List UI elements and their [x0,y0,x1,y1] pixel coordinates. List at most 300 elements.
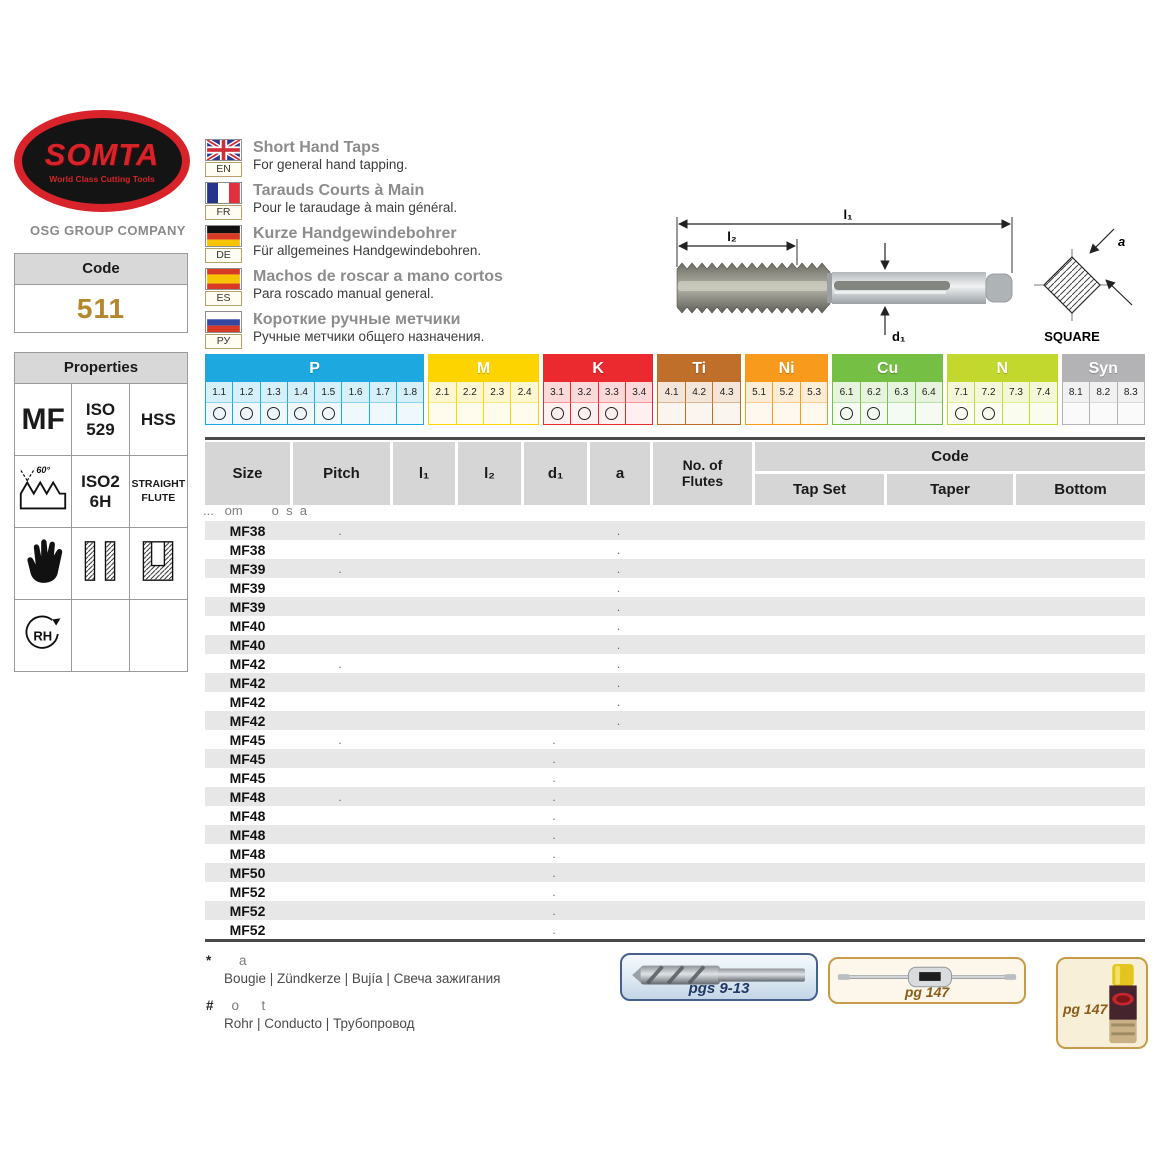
data-cell: . [616,523,621,538]
footnotes [206,953,500,1043]
data-cell [290,540,390,559]
property-cell-12 [130,600,187,671]
language-row-ru [205,311,675,349]
data-cell: . [552,846,556,861]
data-cell [390,673,455,692]
data-cell [650,521,752,540]
data-cell [390,540,455,559]
suitability-circle [213,407,226,420]
footnote-marker-line [206,998,500,1013]
data-cell [587,825,650,844]
data-cell [290,844,390,863]
data-cell [290,578,390,597]
table-row [205,863,1145,882]
data-cell [390,768,455,787]
data-cell [650,730,752,749]
material-grade-row [658,382,739,403]
data-cell [650,692,752,711]
material-grade-cell: 3.1 [544,382,571,403]
material-grade-cell: 7.2 [975,382,1002,403]
data-cell [1013,787,1145,806]
data-cell [650,920,752,939]
footnote-faded-text: a [224,953,247,968]
data-cell [752,559,884,578]
data-cell [884,844,1013,863]
data-cell [587,920,650,939]
data-cell: . [552,789,556,804]
language-code: ES [205,291,242,306]
data-cell [650,806,752,825]
col-l1: l₁ [393,442,455,505]
table-row [205,521,1145,540]
data-cell [650,635,752,654]
properties-title: Properties [15,353,187,384]
data-cell [587,806,650,825]
hand-icon [23,537,63,590]
data-cell: . [338,561,342,576]
material-section-cu [832,354,943,425]
material-grade-cell: 7.4 [1030,382,1056,403]
product-subtitle: For general hand tapping. [253,157,408,173]
data-cell [455,654,521,673]
table-row [205,768,1145,787]
col-pitch: Pitch [293,442,390,505]
data-cell [650,578,752,597]
language-text [253,182,457,220]
data-cell [390,635,455,654]
language-row-fr [205,182,675,220]
table-row [205,540,1145,559]
data-cell [752,730,884,749]
de-flag-icon [205,225,242,247]
material-grade-cell: 1.3 [261,382,288,403]
property-cell-9 [130,528,187,600]
flag-column [205,182,242,220]
data-cell [390,882,455,901]
material-mark-cell [746,403,773,424]
data-cell [390,692,455,711]
footnote-faded-text: o t [224,998,266,1013]
data-cell [752,920,884,939]
material-mark-cell [1030,403,1056,424]
data-cell [455,882,521,901]
data-cell [290,616,390,635]
data-cell [587,844,650,863]
footnote-marker: * [206,953,212,968]
extension-lines [677,217,1012,273]
data-cell [884,749,1013,768]
material-grade-cell: 6.3 [888,382,915,403]
material-mark-cell [599,403,626,424]
data-cell [752,901,884,920]
data-cell [455,692,521,711]
size-cell: MF39 [229,579,266,596]
data-cell [1013,559,1145,578]
material-grade-cell: 4.1 [658,382,685,403]
flag-column [205,225,242,263]
data-cell [752,597,884,616]
data-cell [390,654,455,673]
logo-ellipse [14,110,190,212]
data-cell [455,635,521,654]
material-section-p [205,354,424,425]
data-cell: . [616,713,621,728]
suitability-circle [982,407,995,420]
data-cell [884,616,1013,635]
square-label: SQUARE [1044,329,1100,344]
size-cell: MF48 [229,845,266,862]
data-cell [390,578,455,597]
data-cell [1013,806,1145,825]
table-row [205,749,1145,768]
size-cell: MF38 [229,522,266,539]
data-cell [455,521,521,540]
properties-grid [15,384,187,671]
data-cell [390,901,455,920]
data-cell [650,540,752,559]
data-cell [521,616,587,635]
material-mark-cell [773,403,800,424]
material-grade-row [948,382,1057,403]
data-cell [521,540,587,559]
data-cell [390,806,455,825]
data-cell [1013,654,1145,673]
table-row [205,635,1145,654]
data-cell [1013,768,1145,787]
data-cell: . [616,675,621,690]
data-cell [884,825,1013,844]
data-cell [884,863,1013,882]
material-mark-cell [888,403,915,424]
drill-callout-box [620,953,818,1001]
size-cell: MF48 [229,807,266,824]
material-mark-cell [370,403,397,424]
data-cell [752,673,884,692]
property-text: MF [21,402,65,436]
data-cell [884,768,1013,787]
table-row [205,597,1145,616]
data-cell [650,749,752,768]
material-mark-cell [484,403,511,424]
data-cell [752,768,884,787]
col-d1: d₁ [524,442,587,505]
col-code-group: Code [755,442,1145,471]
data-cell [650,901,752,920]
data-cell [290,806,390,825]
data-cell [290,711,390,730]
material-grade-cell: 6.1 [833,382,860,403]
property-text: ISO2 6H [81,471,120,511]
material-mark-cell [948,403,975,424]
data-cell [587,730,650,749]
data-cell [752,863,884,882]
material-mark-row [833,403,942,424]
data-cell [290,635,390,654]
data-cell [650,616,752,635]
material-grade-row [833,382,942,403]
data-cell [290,749,390,768]
material-grade-cell: 2.4 [511,382,537,403]
material-grade-row [746,382,827,403]
data-cell [884,692,1013,711]
data-cell [390,844,455,863]
table-row [205,806,1145,825]
es-flag-icon [205,268,242,290]
material-grade-cell: 1.1 [206,382,233,403]
ru-flag-icon [205,311,242,333]
property-cell-4 [15,456,72,528]
product-subtitle: Para roscado manual general. [253,286,434,302]
material-mark-row [746,403,827,424]
spec-table-header [205,437,1145,505]
material-mark-cell [544,403,571,424]
data-cell [752,540,884,559]
data-cell [752,578,884,597]
material-grade-cell: 8.3 [1118,382,1144,403]
footnote-translations: Rohr | Conducto | Трубопровод [224,1016,415,1031]
material-mark-row [948,403,1057,424]
material-mark-cell [658,403,685,424]
material-group-label: M [429,355,538,382]
data-cell [390,730,455,749]
table-row [205,654,1145,673]
size-cell: MF42 [229,712,266,729]
size-cell: MF45 [229,750,266,767]
blind-hole-icon [137,538,179,589]
data-cell [650,673,752,692]
material-section-k [543,354,654,425]
size-cell: MF48 [229,788,266,805]
material-grade-cell: 8.2 [1090,382,1117,403]
code-box [14,253,188,333]
company-text: OSG GROUP COMPANY [30,223,186,238]
data-cell [884,673,1013,692]
data-cell [1013,901,1145,920]
material-mark-cell [429,403,456,424]
material-section-syn [1062,354,1145,425]
data-cell [884,654,1013,673]
material-section-ni [745,354,828,425]
data-cell [390,597,455,616]
table-row [205,844,1145,863]
spray-page-ref: pg 147 [1063,1001,1108,1017]
data-cell [455,768,521,787]
material-mark-row [429,403,538,424]
data-cell [650,863,752,882]
property-cell-7 [15,528,72,600]
material-mark-cell [233,403,260,424]
data-cell [521,578,587,597]
data-cell: . [616,656,621,671]
tap-flute-groove [834,281,950,290]
data-cell [752,749,884,768]
col-taper: Taper [887,474,1013,505]
brand-tagline: World Class Cutting Tools [49,173,155,184]
material-group-label: Cu [833,355,942,382]
data-cell [390,559,455,578]
col-a: a [590,442,650,505]
table-row [205,920,1145,939]
material-grade-cell: 1.5 [315,382,342,403]
material-grade-cell: 7.3 [1003,382,1030,403]
data-cell [1013,844,1145,863]
data-cell [884,787,1013,806]
data-cell [1013,863,1145,882]
material-grade-cell: 7.1 [948,382,975,403]
size-cell: MF38 [229,541,266,558]
data-cell [390,920,455,939]
material-grade-cell: 4.3 [713,382,739,403]
product-title: Short Hand Taps [253,139,380,156]
material-section-n [947,354,1058,425]
material-group-label: N [948,355,1057,382]
data-cell: . [616,694,621,709]
suitability-circle [578,407,591,420]
data-cell [521,692,587,711]
material-mark-row [544,403,653,424]
product-subtitle: Ручные метчики общего назначения. [253,329,485,345]
language-text [253,139,408,177]
data-cell [521,635,587,654]
table-row [205,901,1145,920]
property-text: HSS [140,409,176,429]
data-cell [390,749,455,768]
data-cell [390,825,455,844]
data-cell [650,882,752,901]
material-mark-cell [457,403,484,424]
data-cell [752,825,884,844]
data-cell [290,597,390,616]
material-grade-cell: 5.3 [801,382,827,403]
material-group-label: P [206,355,423,382]
footnote-translations: Bougie | Zündkerze | Bujía | Свеча зажигания [224,971,501,986]
data-cell [455,559,521,578]
table-row [205,673,1145,692]
size-cell: MF45 [229,769,266,786]
tap-diagram [652,193,1152,348]
data-cell [455,540,521,559]
material-group-label: K [544,355,653,382]
data-cell [650,654,752,673]
flag-column [205,268,242,306]
data-cell [752,711,884,730]
data-cell [884,540,1013,559]
data-cell [650,825,752,844]
data-cell [884,559,1013,578]
data-cell [1013,730,1145,749]
data-cell [521,673,587,692]
data-cell [290,692,390,711]
table-row [205,787,1145,806]
data-cell [390,711,455,730]
property-cell-8 [72,528,129,600]
data-cell [752,635,884,654]
data-cell: . [552,922,556,937]
property-cell-11 [72,600,129,671]
data-cell [521,654,587,673]
col-bottom: Bottom [1016,474,1145,505]
language-code: РУ [205,334,242,349]
table-row [205,730,1145,749]
data-cell [1013,692,1145,711]
footnote-marker: # [206,998,214,1013]
material-mark-cell [1003,403,1030,424]
data-cell [587,901,650,920]
data-cell [455,578,521,597]
product-title: Короткие ручные метчики [253,311,461,328]
material-grade-row [206,382,423,403]
data-cell: . [338,523,342,538]
material-mark-cell [861,403,888,424]
product-subtitle: Für allgemeines Handgewindebohren. [253,243,482,259]
data-cell [1013,882,1145,901]
thread-highlight [678,281,828,291]
material-mark-cell [801,403,827,424]
material-mark-cell [1118,403,1144,424]
material-grade-cell: 3.4 [626,382,652,403]
tap-square-end [986,274,1012,302]
material-mark-row [1063,403,1144,424]
property-cell-10 [15,600,72,671]
data-cell: . [616,580,621,595]
material-mark-cell [833,403,860,424]
data-cell [650,787,752,806]
data-cell: . [552,770,556,785]
material-grade-row [1063,382,1144,403]
suitability-circle [955,407,968,420]
language-text [253,225,481,263]
data-cell [290,901,390,920]
code-box-title: Code [15,254,187,285]
data-cell: . [616,637,621,652]
data-cell [752,654,884,673]
property-cell-1 [15,384,72,456]
data-cell [455,711,521,730]
material-grade-cell: 5.1 [746,382,773,403]
data-cell [290,920,390,939]
table-note: ... om o s a [203,503,308,518]
data-cell [455,844,521,863]
size-cell: MF45 [229,731,266,748]
property-cell-3 [130,384,187,456]
material-mark-cell [1063,403,1090,424]
data-cell [1013,597,1145,616]
cutting-fluid-callout-box [1056,957,1148,1049]
data-cell [455,730,521,749]
material-group-label: Syn [1063,355,1144,382]
data-cell [752,844,884,863]
data-cell [752,616,884,635]
data-cell [1013,616,1145,635]
data-cell [884,901,1013,920]
data-cell [752,806,884,825]
data-cell [1013,540,1145,559]
material-grade-cell: 1.7 [370,382,397,403]
material-mark-cell [916,403,942,424]
table-row [205,692,1145,711]
data-cell [1013,673,1145,692]
material-mark-row [206,403,423,424]
suitability-circle [322,407,335,420]
somta-logo [14,110,190,212]
data-cell [455,825,521,844]
material-mark-cell [1090,403,1117,424]
data-cell: . [616,561,621,576]
size-cell: MF39 [229,598,266,615]
property-cell-6 [130,456,187,528]
suitability-circle [867,407,880,420]
data-cell [390,863,455,882]
